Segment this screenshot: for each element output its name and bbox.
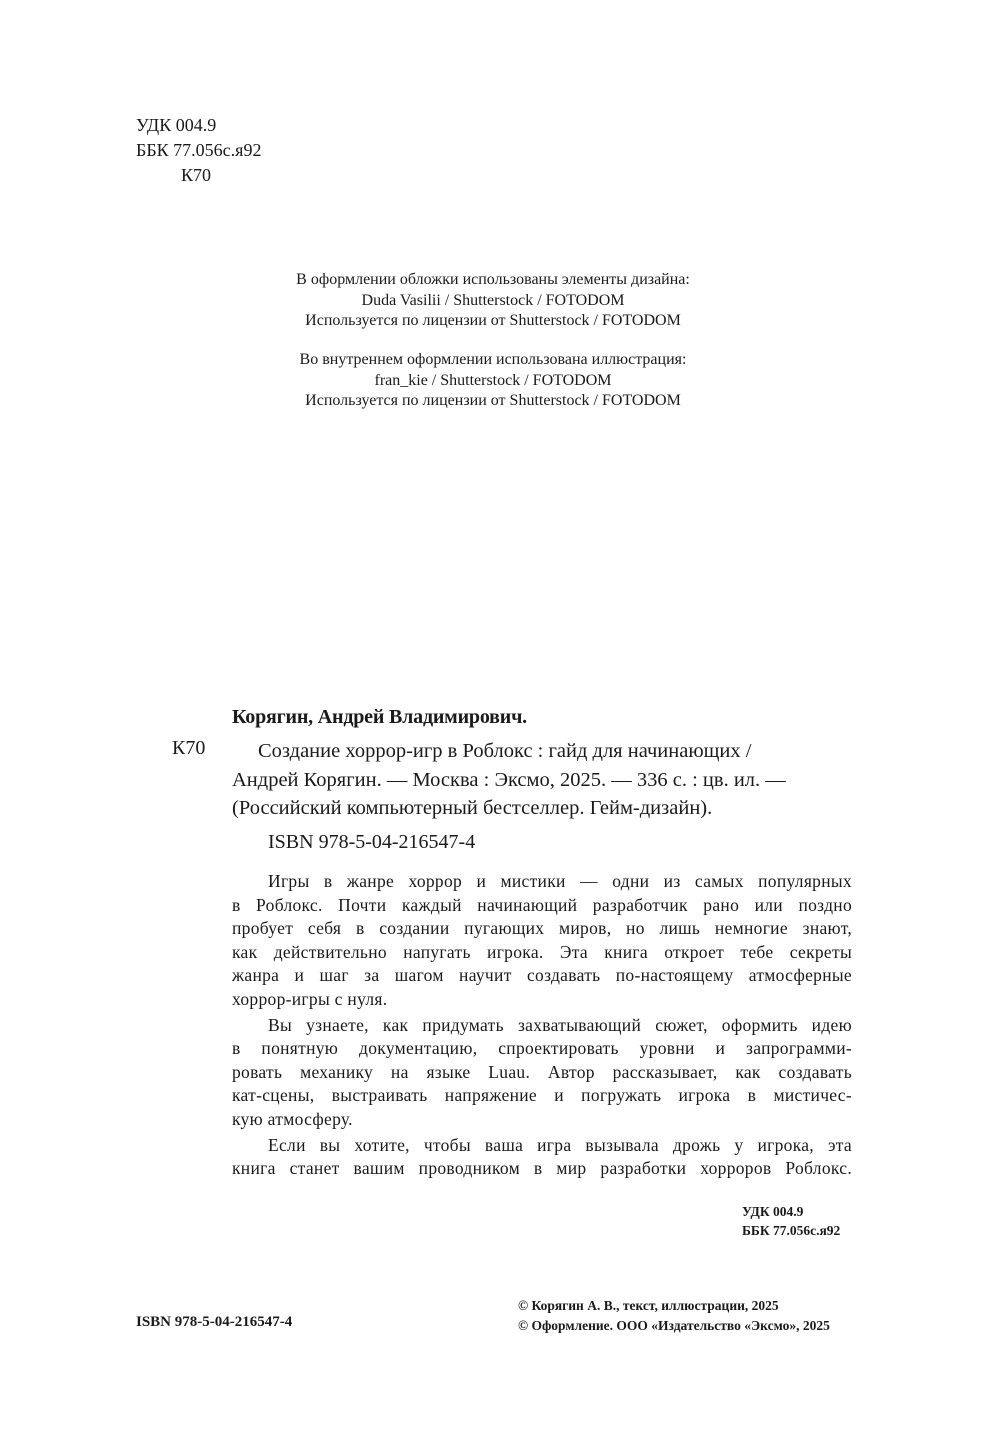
annotation-line: кат-сцены, выстраивать напряжение и погружать игрока в мистичес- bbox=[232, 1085, 852, 1106]
bibliographic-author-mark: К70 bbox=[172, 737, 206, 759]
annotation-line: в Роблокс. Почти каждый начинающий разработчик рано или поздно bbox=[232, 894, 852, 915]
copyright-text: © Корягин А. В., текст, иллюстрации, 2025 bbox=[518, 1298, 779, 1313]
footer-classification bbox=[742, 1202, 840, 1240]
annotation-line: как действительно напугать игрока. Эта книга откроет тебе секреты bbox=[232, 941, 852, 962]
footer-udk: УДК 004.9 bbox=[742, 1204, 804, 1219]
annotation-line: ровать механику на языке Luau. Автор рассказывает, как создавать bbox=[232, 1061, 852, 1082]
bbk-code: ББК 77.056с.я92 bbox=[136, 140, 262, 160]
cover-credits bbox=[200, 270, 786, 332]
isbn: ISBN 978-5-04-216547-4 bbox=[268, 831, 476, 853]
description-line: (Российский компьютерный бестселлер. Гейм-дизайн). bbox=[232, 797, 713, 819]
interior-credits-source: fran_kie / Shutterstock / FOTODOM bbox=[374, 371, 612, 389]
udk-code: УДК 004.9 bbox=[136, 115, 217, 135]
interior-credits bbox=[200, 350, 786, 412]
annotation-line: Вы узнаете, как придумать захватывающий сюжет, оформить идею bbox=[268, 1014, 852, 1035]
annotation-line: хоррор-игры с нуля. bbox=[232, 988, 388, 1009]
classification-codes bbox=[136, 113, 261, 188]
bibliographic-description bbox=[232, 737, 852, 823]
cover-credits-intro: В оформлении обложки использованы элементы дизайна: bbox=[296, 271, 690, 288]
copyright-block bbox=[518, 1296, 830, 1336]
author-mark: К70 bbox=[181, 165, 212, 185]
annotation bbox=[232, 870, 852, 1181]
footer-isbn: ISBN 978-5-04-216547-4 bbox=[136, 1314, 293, 1330]
annotation-line: в понятную документацию, спроектировать уровни и запрограмми- bbox=[232, 1038, 852, 1059]
cover-credits-license: Используется по лицензии от Shutterstock / FOTODOM bbox=[305, 312, 681, 329]
interior-credits-intro: Во внутреннем оформлении использована иллюстрация: bbox=[299, 351, 687, 368]
description-line: Создание хоррор-игр в Роблокс : гайд для начинающих / bbox=[258, 740, 752, 762]
annotation-line: Игры в жанре хоррор и мистики — одни из самых популярных bbox=[268, 871, 852, 891]
annotation-line: жанра и шаг за шагом научит создавать по-настоящему атмосферные bbox=[232, 965, 852, 986]
description-line: Андрей Корягин. — Москва : Эксмо, 2025. — 336 с. : цв. ил. — bbox=[232, 768, 786, 791]
annotation-line: пробует себя в создании пугающих миров, но лишь немногие знают, bbox=[232, 918, 852, 939]
footer-bbk: ББК 77.056с.я92 bbox=[742, 1223, 841, 1238]
annotation-line: Если вы хотите, чтобы ваша игра вызывала дрожь у игрока, эта bbox=[268, 1134, 852, 1155]
interior-credits-license: Используется по лицензии от Shutterstock / FOTODOM bbox=[305, 392, 681, 409]
cover-credits-source: Duda Vasilii / Shutterstock / FOTODOM bbox=[361, 291, 625, 309]
author-heading: Корягин, Андрей Владимирович. bbox=[232, 706, 527, 728]
copyright-design: © Оформление. ООО «Издательство «Эксмо», 2025 bbox=[518, 1318, 830, 1333]
annotation-line: книга станет вашим проводником в мир разработки хорроров Роблокс. bbox=[232, 1158, 852, 1179]
annotation-line: кую атмосферу. bbox=[232, 1108, 353, 1129]
